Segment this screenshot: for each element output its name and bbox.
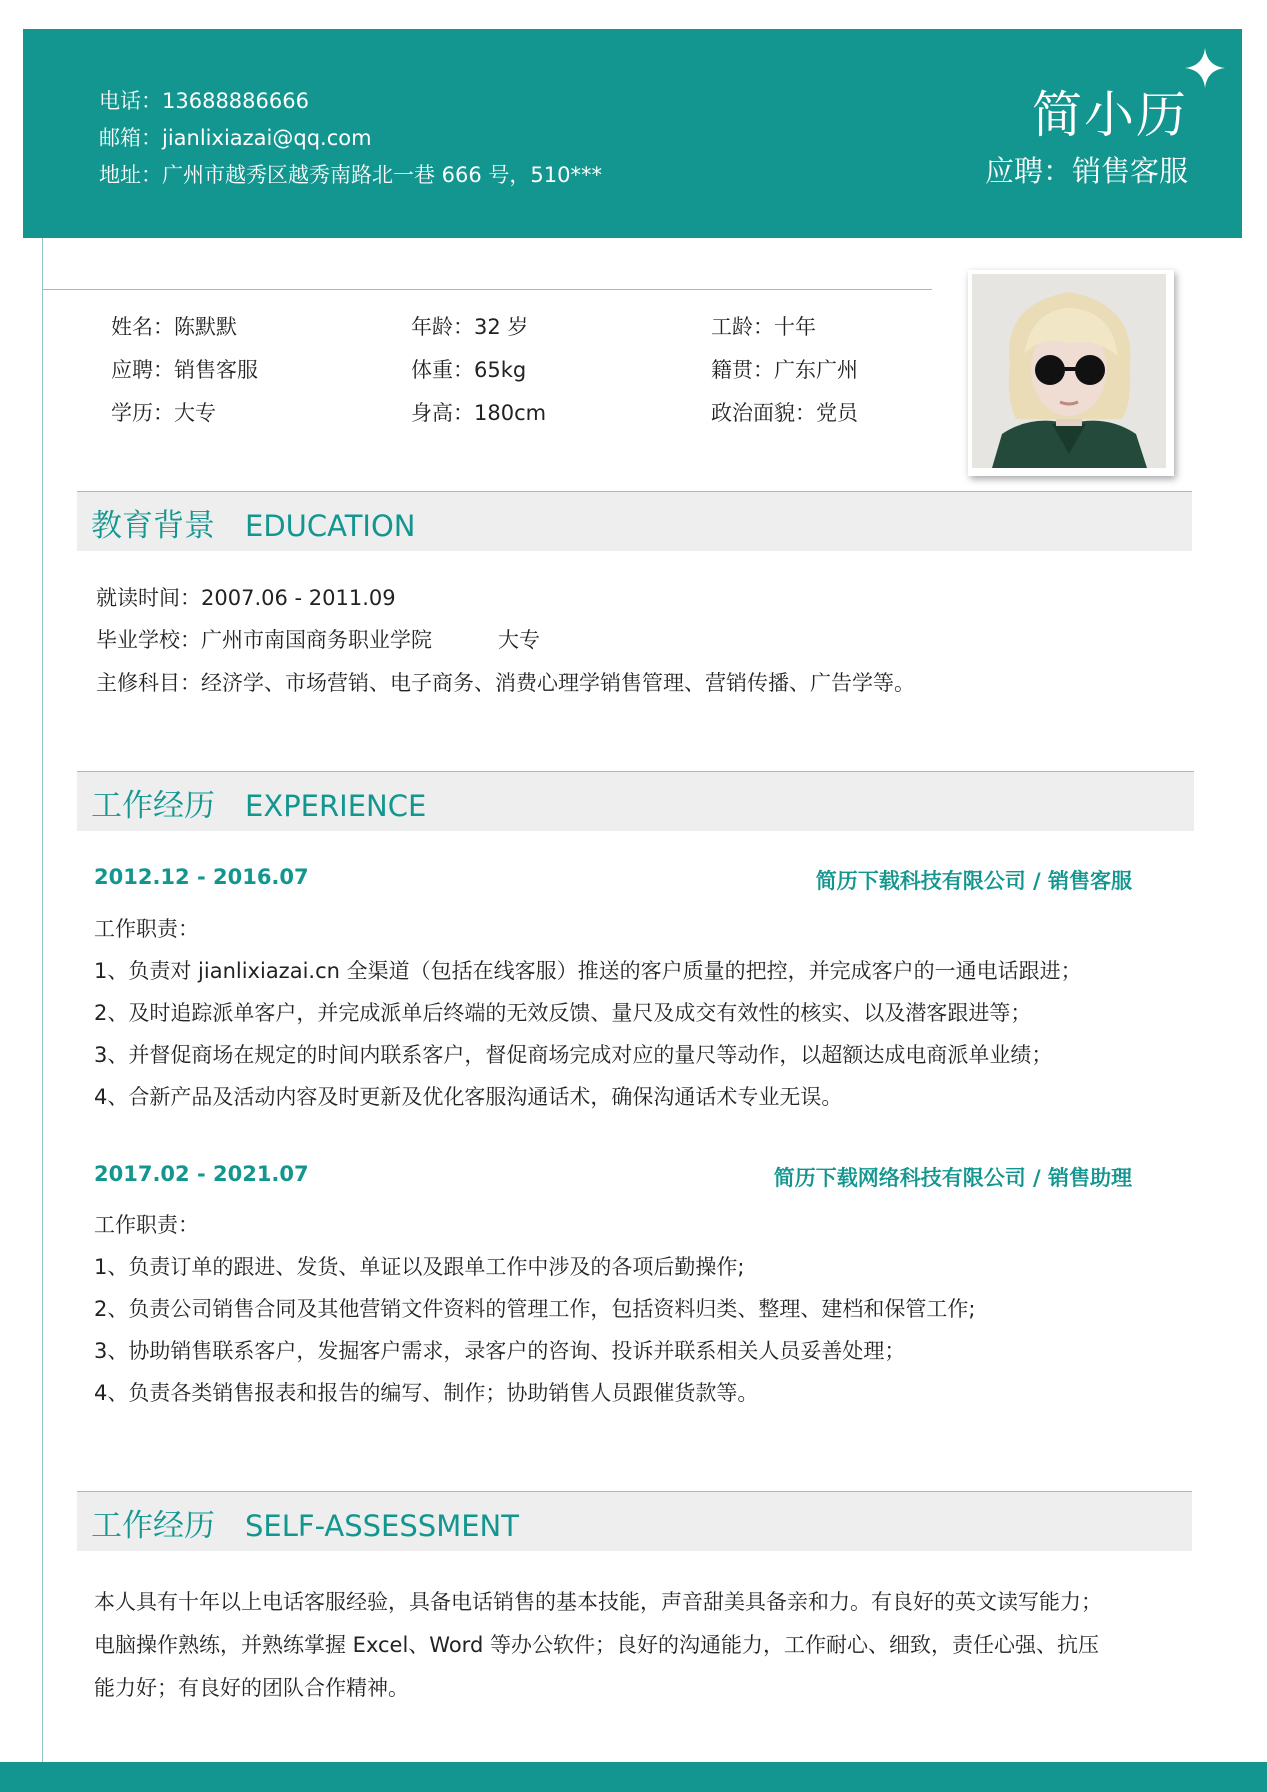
job-1-company: 简历下载科技有限公司 / 销售客服 [815,869,1132,893]
job-1-duty: 3、并督促商场在规定的时间内联系客户，督促商场完成对应的量尺等动作，以超额达成电商派单业绩； [94,1043,1053,1067]
experience-section-header [77,771,1194,831]
job-1-duty-label: 工作职责： [94,917,199,941]
contact-address: 地址：广州市越秀区越秀南路北一巷 666 号，510*** [99,163,603,187]
info-education: 学历：大专 [111,401,216,425]
info-rule [42,289,932,290]
info-weight: 体重：65kg [411,358,527,382]
brand-name: 简小历 [1032,86,1188,144]
assessment-title: 工作经历 [91,1508,215,1544]
education-school: 毕业学校：广州市南国商务职业学院 [96,628,432,652]
job-2-duties [94,1204,975,1414]
education-title: 教育背景 [91,508,215,544]
job-2-duty: 1、负责订单的跟进、发货、单证以及跟单工作中涉及的各项后勤操作; [94,1255,745,1279]
contact-block [99,83,602,194]
info-height: 身高：180cm [411,401,547,425]
job-1-date: 2012.12 - 2016.07 [94,865,309,889]
contact-email: 邮箱：jianlixiazai@qq.com [99,126,372,150]
education-degree: 大专 [498,628,540,652]
header-position: 应聘：销售客服 [984,154,1188,188]
job-1-duty: 2、及时追踪派单客户，并完成派单后终端的无效反馈、量尺及成交有效性的核实、以及潜客跟进等； [94,1001,1032,1025]
assessment-text [94,1581,1102,1710]
assessment-line: 电脑操作熟练，并熟练掌握 Excel、Word 等办公软件；良好的沟通能力，工作耐心、细致，责任心强、抗压 [94,1633,1099,1657]
job-2-duty: 3、协助销售联系客户，发掘客户需求，录客户的咨询、投诉并联系相关人员妥善处理； [94,1339,906,1363]
experience-title-en: EXPERIENCE [245,789,427,823]
education-section-header [77,491,1192,551]
job-2-company: 简历下载网络科技有限公司 / 销售助理 [773,1166,1132,1190]
contact-phone: 电话：13688886666 [99,89,309,113]
header-banner [23,29,1242,238]
info-experience-years: 工龄：十年 [711,315,816,339]
sparkle-icon [1185,48,1225,88]
job-2-duty-label: 工作职责： [94,1213,199,1237]
profile-photo [972,274,1166,468]
profile-photo-frame [968,270,1174,476]
education-period: 就读时间：2007.06 - 2011.09 [96,586,396,610]
job-2-duty: 4、负责各类销售报表和报告的编写、制作；协助销售人员跟催货款等。 [94,1381,759,1405]
info-name: 姓名：陈默默 [111,315,237,339]
footer-band [0,1762,1267,1792]
job-2-duty: 2、负责公司销售合同及其他营销文件资料的管理工作，包括资料归类、整理、建档和保管工作; [94,1297,976,1321]
job-1-duty: 4、合新产品及活动内容及时更新及优化客服沟通话术，确保沟通话术专业无误。 [94,1085,843,1109]
job-2-date: 2017.02 - 2021.07 [94,1162,309,1186]
job-1-duty: 1、负责对 jianlixiazai.cn 全渠道（包括在线客服）推送的客户质量的把控，并完成客户的一通电话跟进； [94,959,1082,983]
basic-info [111,306,931,435]
assessment-title-en: SELF-ASSESSMENT [245,1509,519,1543]
education-title-en: EDUCATION [245,509,416,543]
experience-title: 工作经历 [91,788,215,824]
info-age: 年龄：32 岁 [411,315,529,339]
assessment-line: 能力好；有良好的团队合作精神。 [94,1676,409,1700]
job-1-duties [94,908,1082,1118]
info-political-status: 政治面貌：党员 [711,401,858,425]
education-courses: 主修科目：经济学、市场营销、电子商务、消费心理学销售管理、营销传播、广告学等。 [96,671,915,695]
left-rule [42,238,43,1763]
education-school-row [96,624,540,654]
assessment-line: 本人具有十年以上电话客服经验，具备电话销售的基本技能，声音甜美具备亲和力。有良好的英文读写能力； [94,1590,1102,1614]
assessment-section-header [77,1491,1192,1551]
info-hometown: 籍贯：广东广州 [711,358,858,382]
info-position: 应聘：销售客服 [111,358,258,382]
